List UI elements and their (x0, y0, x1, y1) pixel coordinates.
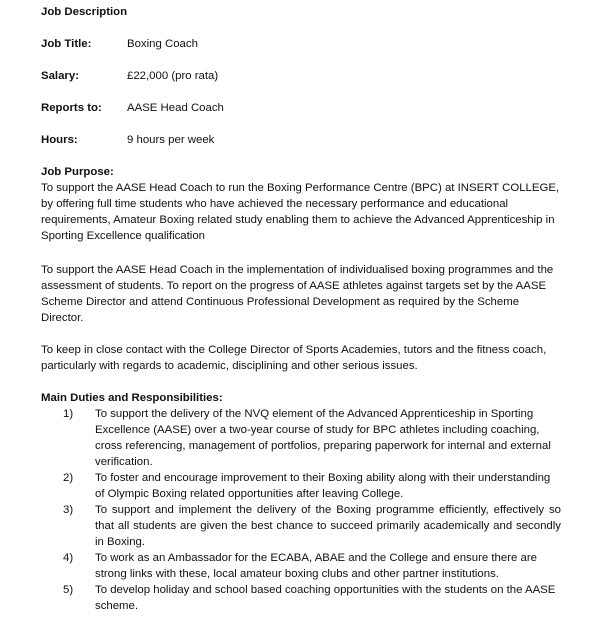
field-value: Boxing Coach (127, 38, 198, 50)
field-salary (41, 68, 561, 84)
document-title: Job Description (41, 6, 128, 18)
duty-item (41, 550, 561, 582)
field-value: AASE Head Coach (127, 102, 224, 114)
field-value: 9 hours per week (127, 134, 215, 146)
purpose-paragraph: To support the AASE Head Coach in the implementation of individualised boxing programmes and the assessment of students. To report on the progress of AASE athletes against targets set by the AASE Scheme Director and attend Continuous Professional Development as required by the Scheme Director. (41, 264, 554, 324)
field-label: Hours: (41, 134, 78, 146)
duty-number: 3) (63, 504, 74, 516)
duty-text: To support the delivery of the NVQ element of the Advanced Apprenticeship in Sporting Excellence (AASE) over a two-year course of study for BPC athletes including coaching, cross referencing, management of portfolios, preparing paperwork for internal and external verification. (95, 408, 551, 468)
duties-heading: Main Duties and Responsibilities: (41, 392, 223, 404)
purpose-paragraph: To keep in close contact with the College Director of Sports Academies, tutors and the fitness coach, particularly with regards to academic, disciplining and other serious issues. (41, 344, 547, 372)
field-job-title (41, 36, 561, 52)
field-label: Reports to: (41, 102, 102, 114)
duty-item (41, 470, 561, 502)
field-reports-to (41, 100, 561, 116)
duty-item (41, 406, 561, 470)
duty-number: 2) (63, 472, 74, 484)
duty-text: To work as an Ambassador for the ECABA, ABAE and the College and ensure there are strong links with these, local amateur boxing clubs and other partner institutions. (95, 552, 537, 580)
duty-number: 4) (63, 552, 74, 564)
job-purpose-heading: Job Purpose: (41, 166, 114, 178)
duty-item (41, 582, 561, 614)
duty-text: To foster and encourage improvement to their Boxing ability along with their understanding of Olympic Boxing related opportunities after leaving College. (95, 472, 551, 500)
duty-number: 1) (63, 408, 74, 420)
purpose-paragraph-2 (41, 262, 561, 326)
duty-item (41, 502, 561, 550)
field-label: Salary: (41, 70, 79, 82)
field-value: £22,000 (pro rata) (127, 70, 219, 82)
purpose-paragraph-3 (41, 342, 561, 374)
purpose-paragraph: To support the AASE Head Coach to run the Boxing Performance Centre (BPC) at INSERT COLLEGE, by offering full time students who have achieved the necessary performance and educational requirements, Amateur Boxing related study enabling them to achieve the Advanced Apprenticeship in Sporting Excellence qualification (41, 182, 560, 242)
duties-section (41, 390, 561, 614)
duty-text: To support and implement the delivery of the Boxing programme efficiently, effectively so that all students are given the best chance to succeed primarily academically and secondly in Boxing. (95, 504, 561, 548)
job-purpose-section (41, 164, 561, 244)
duty-number: 5) (63, 584, 74, 596)
field-label: Job Title: (41, 38, 92, 50)
field-hours (41, 132, 561, 148)
duty-text: To develop holiday and school based coaching opportunities with the students on the AASE scheme. (95, 584, 556, 612)
